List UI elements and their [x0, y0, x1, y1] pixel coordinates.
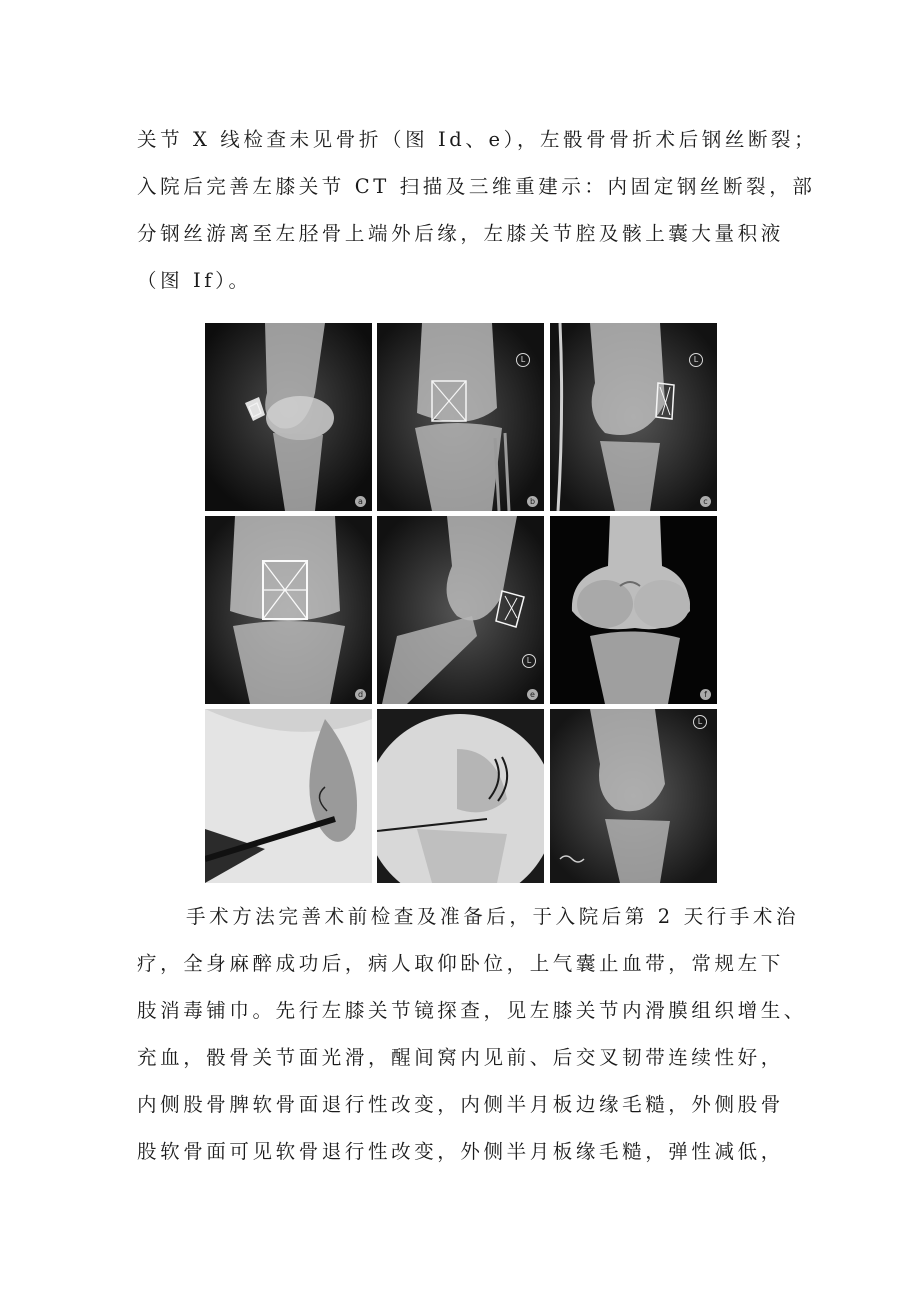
- text-line: 股软骨面可见软骨退行性改变，外侧半月板缘毛糙，弹性减低，: [137, 1140, 784, 1163]
- panel-label: c: [700, 496, 711, 507]
- xray-panel-e: [377, 516, 544, 704]
- lateral-knee-postop-xray-image: [550, 709, 717, 883]
- xray-panel-h: [377, 709, 544, 883]
- text-line: 分钢丝游离至左胫骨上端外后缘，左膝关节腔及骸上囊大量积液: [137, 222, 784, 245]
- lateral-knee-broken-wire-xray-image: [377, 516, 544, 704]
- panel-label: f: [700, 689, 711, 700]
- text-line: 入院后完善左膝关节 CT 扫描及三维重建示：内固定钢丝断裂，部: [137, 175, 816, 198]
- xray-panel-a: [205, 323, 372, 511]
- text-line: 内侧股骨脾软骨面退行性改变，内侧半月板边缘毛糙，外侧股骨: [137, 1093, 784, 1116]
- text-line: 关节 X 线检查未见骨折（图 Id、e），左骰骨骨折术后钢丝断裂；: [137, 128, 818, 151]
- text-line: 充血，骰骨关节面光滑，醒间窝内见前、后交叉韧带连续性好，: [137, 1046, 784, 1069]
- xray-figure-grid: [205, 323, 717, 883]
- xray-panel-f: [550, 516, 717, 704]
- intraoperative-fluoroscopy-image-2: [377, 709, 544, 883]
- xray-panel-g: [205, 709, 372, 883]
- xray-panel-i: [550, 709, 717, 883]
- intraoperative-fluoroscopy-image-1: [205, 709, 372, 883]
- side-marker: L: [693, 715, 707, 729]
- lateral-knee-xray-image: [205, 323, 372, 511]
- xray-panel-b: [377, 323, 544, 511]
- text-line: （图 If）。: [137, 269, 252, 292]
- ap-knee-cerclage-xray-image: [205, 516, 372, 704]
- text-line: 手术方法完善术前检查及准备后，于入院后第 2 天行手术治: [186, 905, 800, 928]
- lateral-knee-wire-xray-image: [550, 323, 717, 511]
- side-marker: L: [689, 353, 703, 367]
- ct-3d-reconstruction-image: [550, 516, 717, 704]
- panel-label: e: [527, 689, 538, 700]
- text-line: 肢消毒铺巾。先行左膝关节镜探查，见左膝关节内滑膜组织增生、: [137, 999, 807, 1022]
- text-line: 疗，全身麻醉成功后，病人取仰卧位，上气囊止血带，常规左下: [137, 952, 784, 975]
- panel-label: b: [527, 496, 538, 507]
- panel-label: a: [355, 496, 366, 507]
- side-marker: L: [516, 353, 530, 367]
- xray-panel-d: [205, 516, 372, 704]
- side-marker: L: [522, 654, 536, 668]
- xray-panel-c: [550, 323, 717, 511]
- ap-knee-xray-image: [377, 323, 544, 511]
- panel-label: d: [355, 689, 366, 700]
